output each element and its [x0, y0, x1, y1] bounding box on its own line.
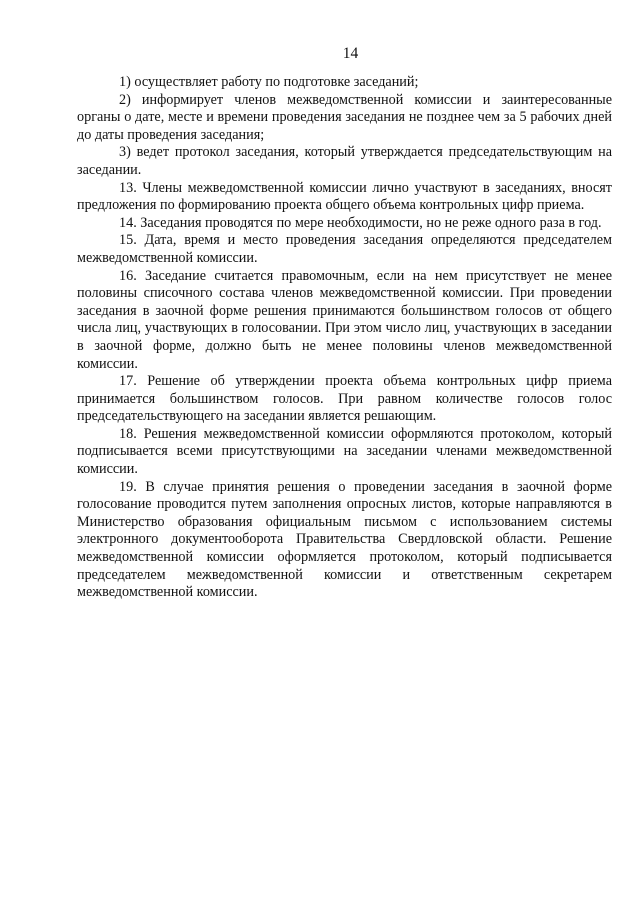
paragraph-item-1: 1) осуществляет работу по подготовке заседаний; [119, 74, 419, 90]
paragraph-15: 15. Дата, время и место проведения заседания определяются председателем межведомственной комиссии. [77, 232, 612, 266]
paragraph-item-2: 2) информирует членов межведомственной комиссии и заинтересованные органы о дате, месте и времени проведения заседания не позднее чем за 5 рабочих дней до даты проведения заседания; [77, 91, 612, 143]
paragraph-item-3: 3) ведет протокол заседания, который утверждается председательствующим на заседании. [77, 144, 612, 178]
paragraph-17: 17. Решение об утверждении проекта объема контрольных цифр приема принимается большинством голосов. При равном количестве голосов голос председательствующего на заседании является решающим. [77, 373, 612, 425]
paragraph-16: 16. Заседание считается правомочным, если на нем присутствует не менее половины списочного состава членов межведомственной комиссии. При проведении заседания в заочной форме решения принимаются большинством голосов от общего числа лиц, участвующих в голосовании. При этом число лиц, участвующих в заседании в заочной форме, должно быть не менее половины членов межведомственной комиссии. [77, 267, 612, 372]
paragraph-13: 13. Члены межведомственной комиссии лично участвуют в заседаниях, вносят предложения по формированию проекта общего объема контрольных цифр приема. [77, 179, 612, 214]
paragraph-19: 19. В случае принятия решения о проведении заседания в заочной форме голосование проводится путем заполнения опросных листов, которые направляются в Министерство образования официальным письмом с использованием системы электронного документооборота Правительства Свердловской области. Решение межведомственной комиссии оформляется протоколом, который подписывается председателем межведомственной комиссии и ответственным секретарем межведомственной комиссии. [77, 478, 612, 601]
page-number: 14 [342, 45, 359, 62]
paragraph-18: 18. Решения межведомственной комиссии оформляются протоколом, который подписывается всеми присутствующими на заседании членами межведомственной комиссии. [77, 425, 612, 478]
paragraph-14: 14. Заседания проводятся по мере необходимости, но не реже одного раза в год. [119, 214, 602, 231]
